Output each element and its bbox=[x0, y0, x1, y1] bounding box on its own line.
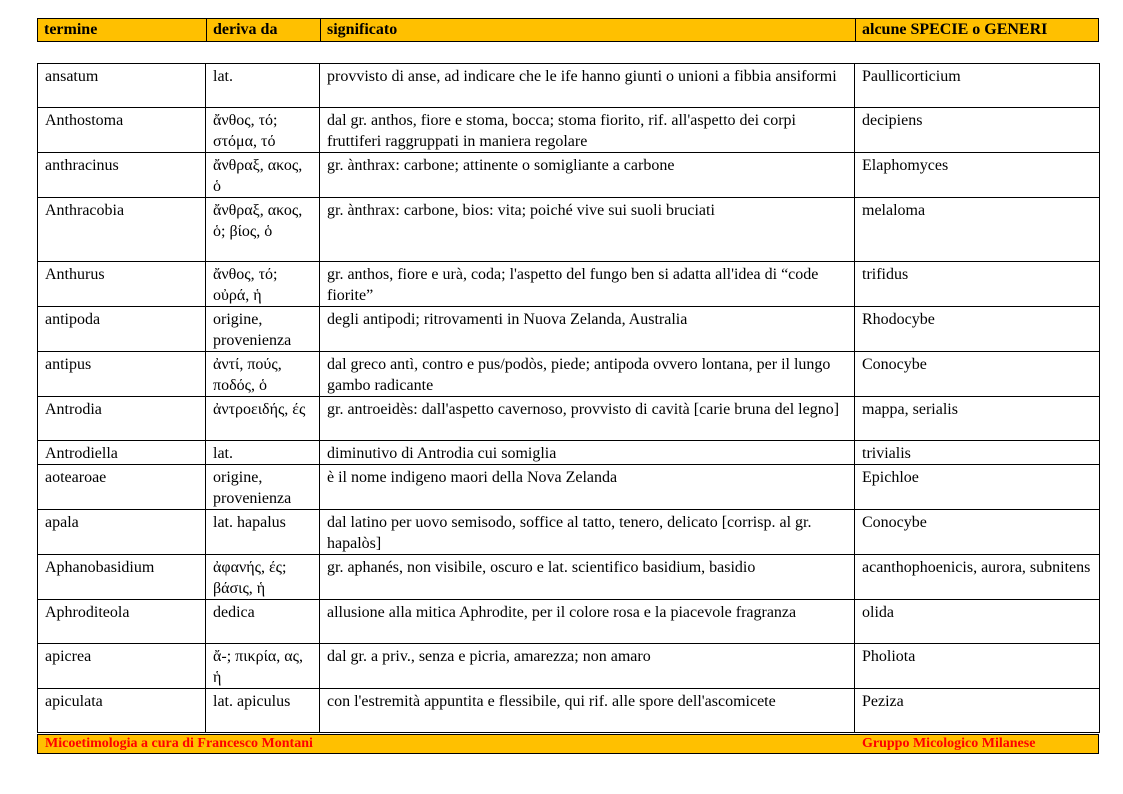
cell-termine: apiculata bbox=[38, 689, 206, 733]
cell-significato: con l'estremità appuntita e flessibile, qui rif. alle spore dell'ascomicete bbox=[320, 689, 855, 733]
cell-deriva-da: origine, provenienza bbox=[206, 307, 320, 352]
table-row bbox=[38, 262, 1100, 307]
table-row bbox=[38, 465, 1100, 510]
cell-specie: Paullicorticium bbox=[855, 64, 1100, 108]
table-row bbox=[38, 352, 1100, 397]
table-row bbox=[38, 64, 1100, 108]
cell-deriva-da: ἄνθραξ, ακος, ὁ; βίος, ὁ bbox=[206, 198, 320, 262]
column-header-bar bbox=[37, 18, 1099, 42]
cell-significato: provvisto di anse, ad indicare che le ife hanno giunti o unioni a fibbia ansiformi bbox=[320, 64, 855, 108]
cell-specie: mappa, serialis bbox=[855, 397, 1100, 441]
cell-specie: decipiens bbox=[855, 108, 1100, 153]
header-termine: termine bbox=[44, 21, 98, 38]
cell-significato: dal gr. anthos, fiore e stoma, bocca; stoma fiorito, rif. all'aspetto dei corpi fruttiferi raggruppati in maniera regolare bbox=[320, 108, 855, 153]
cell-termine: Aphroditeola bbox=[38, 600, 206, 644]
footer-author: Micoetimologia a cura di Francesco Montani bbox=[45, 736, 313, 751]
cell-termine: apicrea bbox=[38, 644, 206, 689]
cell-termine: Anthracobia bbox=[38, 198, 206, 262]
cell-significato: dal greco antì, contro e pus/podòs, piede; antipoda ovvero lontana, per il lungo gambo radicante bbox=[320, 352, 855, 397]
cell-significato: degli antipodi; ritrovamenti in Nuova Zelanda, Australia bbox=[320, 307, 855, 352]
cell-termine: aotearoae bbox=[38, 465, 206, 510]
cell-specie: Conocybe bbox=[855, 352, 1100, 397]
cell-deriva-da: ἀντί, πούς, ποδός, ὁ bbox=[206, 352, 320, 397]
cell-significato: è il nome indigeno maori della Nova Zelanda bbox=[320, 465, 855, 510]
table-row bbox=[38, 108, 1100, 153]
cell-significato: gr. antroeidès: dall'aspetto cavernoso, provvisto di cavità [carie bruna del legno] bbox=[320, 397, 855, 441]
cell-deriva-da: lat. bbox=[206, 441, 320, 465]
cell-significato: dal latino per uovo semisodo, soffice al tatto, tenero, delicato [corrisp. al gr. hapalòs] bbox=[320, 510, 855, 555]
cell-significato: gr. ànthrax: carbone; attinente o somigliante a carbone bbox=[320, 153, 855, 198]
cell-termine: antipoda bbox=[38, 307, 206, 352]
cell-significato: gr. ànthrax: carbone, bios: vita; poiché vive sui suoli bruciati bbox=[320, 198, 855, 262]
table-row bbox=[38, 689, 1100, 733]
cell-deriva-da: origine, provenienza bbox=[206, 465, 320, 510]
table-row bbox=[38, 510, 1100, 555]
table-row bbox=[38, 153, 1100, 198]
table-row bbox=[38, 397, 1100, 441]
table-row bbox=[38, 307, 1100, 352]
etymology-table bbox=[37, 63, 1100, 733]
cell-deriva-da: ἄνθραξ, ακος, ὁ bbox=[206, 153, 320, 198]
cell-termine: antipus bbox=[38, 352, 206, 397]
cell-deriva-da: lat. apiculus bbox=[206, 689, 320, 733]
header-deriva-da: deriva da bbox=[206, 19, 320, 41]
cell-deriva-da: ἀντροειδής, ές bbox=[206, 397, 320, 441]
cell-termine: Aphanobasidium bbox=[38, 555, 206, 600]
cell-specie: Epichloe bbox=[855, 465, 1100, 510]
cell-specie: acanthophoenicis, aurora, subnitens bbox=[855, 555, 1100, 600]
cell-termine: ansatum bbox=[38, 64, 206, 108]
cell-deriva-da: ἀφανής, ές; βάσις, ἡ bbox=[206, 555, 320, 600]
cell-deriva-da: ἄ-; πικρία, ας, ἡ bbox=[206, 644, 320, 689]
header-significato: significato bbox=[320, 19, 855, 41]
cell-specie: trifidus bbox=[855, 262, 1100, 307]
cell-significato: gr. anthos, fiore e urà, coda; l'aspetto del fungo ben si adatta all'idea di “code fiorite” bbox=[320, 262, 855, 307]
cell-termine: Antrodiella bbox=[38, 441, 206, 465]
cell-termine: Anthurus bbox=[38, 262, 206, 307]
cell-specie: olida bbox=[855, 600, 1100, 644]
cell-deriva-da: ἄνθος, τό; στόμα, τό bbox=[206, 108, 320, 153]
cell-deriva-da: ἄνθος, τό; οὐρά, ἡ bbox=[206, 262, 320, 307]
header-specie-generi: alcune SPECIE o GENERI bbox=[855, 19, 1098, 41]
footer-bar bbox=[37, 734, 1099, 754]
cell-specie: Elaphomyces bbox=[855, 153, 1100, 198]
cell-termine: Anthostoma bbox=[38, 108, 206, 153]
cell-significato: diminutivo di Antrodia cui somiglia bbox=[320, 441, 855, 465]
table-row bbox=[38, 198, 1100, 262]
cell-deriva-da: lat. hapalus bbox=[206, 510, 320, 555]
table-row bbox=[38, 555, 1100, 600]
cell-deriva-da: dedica bbox=[206, 600, 320, 644]
cell-specie: melaloma bbox=[855, 198, 1100, 262]
footer-group: Gruppo Micologico Milanese bbox=[862, 736, 1036, 751]
cell-significato: allusione alla mitica Aphrodite, per il colore rosa e la piacevole fragranza bbox=[320, 600, 855, 644]
cell-specie: trivialis bbox=[855, 441, 1100, 465]
cell-specie: Pholiota bbox=[855, 644, 1100, 689]
table-row bbox=[38, 441, 1100, 465]
cell-termine: apala bbox=[38, 510, 206, 555]
table-row bbox=[38, 644, 1100, 689]
cell-termine: anthracinus bbox=[38, 153, 206, 198]
cell-specie: Peziza bbox=[855, 689, 1100, 733]
cell-specie: Rhodocybe bbox=[855, 307, 1100, 352]
cell-termine: Antrodia bbox=[38, 397, 206, 441]
table-row bbox=[38, 600, 1100, 644]
cell-deriva-da: lat. bbox=[206, 64, 320, 108]
cell-specie: Conocybe bbox=[855, 510, 1100, 555]
cell-significato: gr. aphanés, non visibile, oscuro e lat. scientifico basidium, basidio bbox=[320, 555, 855, 600]
cell-significato: dal gr. a priv., senza e picria, amarezza; non amaro bbox=[320, 644, 855, 689]
